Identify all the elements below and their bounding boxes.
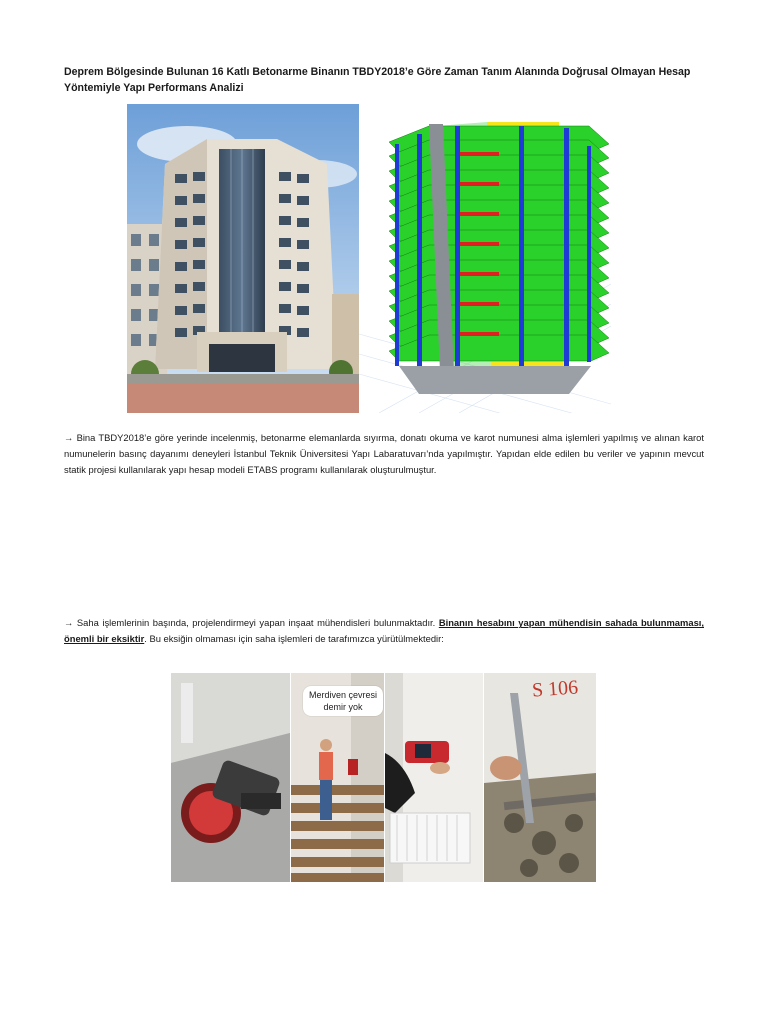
wall-label: S 106 (531, 676, 579, 702)
building-photo (127, 104, 359, 413)
rebar-note-callout: Merdiven çevresi demir yok (303, 686, 383, 716)
etabs-model-render (359, 104, 611, 413)
site-photo-saw (171, 673, 290, 882)
site-photo-rebar-scanner (385, 673, 483, 882)
site-photo-rebar-measure (484, 673, 596, 882)
page-title: Deprem Bölgesinde Bulunan 16 Katlı Betonarme Binanın TBDY2018’e Göre Zaman Tanım Alanında Doğrusal Olmayan Hesap Yöntemiyle Yapı Performans Analizi (64, 66, 691, 94)
site-work-paragraph (64, 615, 704, 647)
site-work-tail: . Bu eksiğin olmaması için saha işlemleri de tarafımızca yürütülmektedir: (144, 633, 444, 645)
intro-paragraph: → Bina TBDY2018’e göre yerinde incelenmiş, betonarme elemanlarda sıyırma, donatı okuma ve karot numunesi alma işlemleri yapılmış ve alınan karot numunelerin basınç dayanımı deneyleri İstanbul Teknik Üniversitesi Yapı Labaratuvarı’nda yapılmıştır. Yapıdan elde edilen bu veriler ve yapının mevcut statik projesi kullanılarak yapı hesap modeli ETABS programı kullanılarak oluşturulmuştur. (64, 432, 704, 476)
site-work-lead: → Saha işlemlerinin başında, projelendirmeyi yapan inşaat mühendisleri bulunmaktadır. (64, 617, 439, 629)
site-work-emphasis: Binanın hesabını yapan mühendisin sahada bulunmaması, önemli bir eksiktir (64, 617, 704, 645)
